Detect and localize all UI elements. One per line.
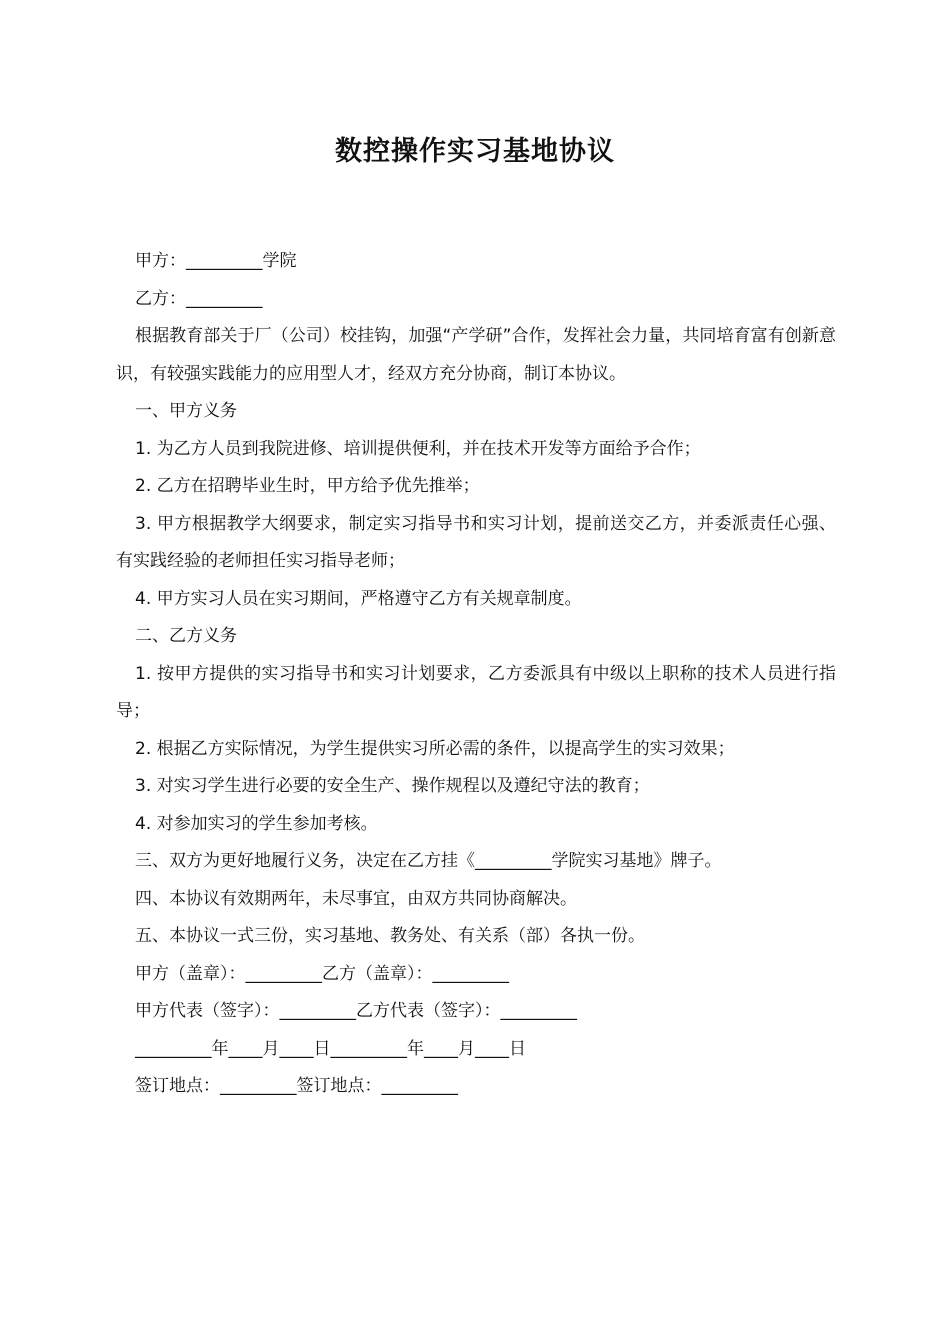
party-a-duty-4: 4. 甲方实习人员在实习期间，严格遵守乙方有关规章制度。 [135, 588, 582, 609]
party-b-duty-2: 2. 根据乙方实际情况，为学生提供实习所必需的条件，以提高学生的实习效果； [135, 738, 735, 759]
section-heading-party-a-duties: 一、甲方义务 [135, 401, 237, 421]
party-a-duty-3: 3. 甲方根据教学大纲要求，制定实习指导书和实习计划，提前送交乙方，并委派责任心强、有实践经验的老师担任实习指导老师； [116, 513, 836, 571]
clause-3: 三、双方为更好地履行义务，决定在乙方挂《_________学院实习基地》牌子。 [135, 851, 722, 871]
party-b-duty-4: 4. 对参加实习的学生参加考核。 [135, 813, 378, 834]
clause-5: 五、本协议一式三份，实习基地、教务处、有关系（部）各执一份。 [135, 926, 645, 946]
signature-line: 甲方代表（签字）：_________乙方代表（签字）：_________ [135, 1001, 577, 1021]
clause-4: 四、本协议有效期两年，未尽事宜，由双方共同协商解决。 [135, 888, 577, 909]
section-heading-party-b-duties: 二、乙方义务 [135, 626, 237, 646]
document-body [116, 243, 836, 1106]
party-a-duty-1: 1. 为乙方人员到我院进修、培训提供便利，并在技术开发等方面给予合作； [135, 438, 701, 459]
signing-place-line: 签订地点：_________签订地点：_________ [135, 1076, 458, 1096]
date-line: _________年____月____日_________年____月____日 [135, 1038, 526, 1059]
preamble-paragraph: 根据教育部关于厂（公司）校挂钩，加强“产学研”合作，发挥社会力量，共同培育富有创新意识，有较强实践能力的应用型人才，经双方充分协商，制订本协议。 [116, 326, 836, 384]
seal-line: 甲方（盖章）：_________乙方（盖章）：_________ [135, 963, 509, 984]
party-a-line: 甲方：_________学院 [135, 251, 297, 271]
party-b-line: 乙方：_________ [135, 288, 263, 309]
party-b-duty-3: 3. 对实习学生进行必要的安全生产、操作规程以及遵纪守法的教育； [135, 776, 650, 796]
document-title: 数控操作实习基地协议 [335, 136, 615, 167]
party-b-duty-1: 1. 按甲方提供的实习指导书和实习计划要求，乙方委派具有中级以上职称的技术人员进行指导； [116, 663, 836, 721]
party-a-duty-2: 2. 乙方在招聘毕业生时，甲方给予优先推举； [135, 476, 480, 496]
